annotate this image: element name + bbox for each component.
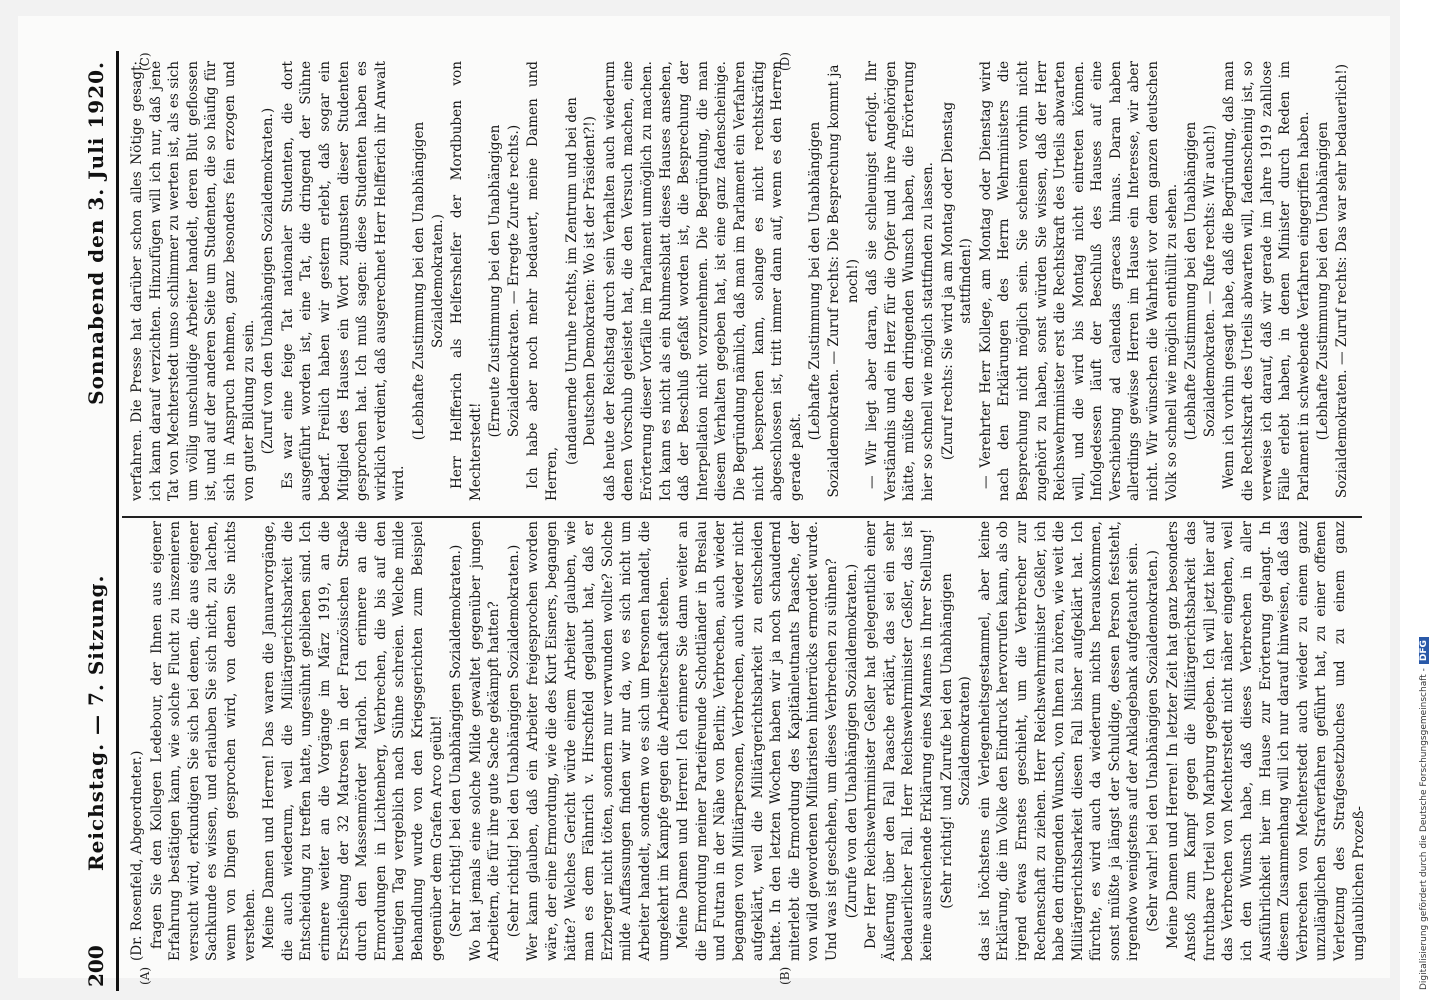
paragraph: Meine Damen und Herren! Das waren die Januarvorgänge, die auch wiederum, weil die Militärgerichtsbarkeit die Entscheidung zu treffen hatte, ungesühnt geblieben sind. Ich erinnere weiter an die Vorgänge im März 1919, an die Erschießung der 32 Matrosen in der Französischen Straße durch den Massenmörder Marloh. Ich erinnere an die Ermordungen in Lichtenberg, Verbrechen, die bis auf den heutigen Tag vergeblich nach Sühne schreien. Welche milde Behandlung wurde von den Kriegsgerichten zum Beispiel gegenüber dem Grafen Arco geübt!	[261, 521, 445, 961]
paragraph: Ich habe aber noch mehr bedauert, meine Damen und Herren,	[525, 61, 561, 501]
interjection: (Lebhafte Zustimmung bei den Unabhängigen Sozialdemokraten. — Rufe rechts: Wir auch!)	[1183, 121, 1218, 441]
paragraph: Herr Helfferich als Helfershelfer der Mordbuben von Mechterstedt!	[449, 61, 484, 501]
paragraph: Wo hat jemals eine solche Milde gewaltet gegenüber jungen Arbeitern, die für ihre gute Sache gekämpft hatten?	[467, 521, 503, 961]
margin-marker-b: (B)	[778, 966, 792, 985]
margin-marker-c: (C)	[138, 52, 152, 71]
text-column-left	[128, 521, 1367, 961]
page-number: 200	[84, 945, 108, 987]
paragraph: daß heute der Reichstag durch sein Verhalten auch wiederum denen Vorschub geleistet hat, die den Versuch machen, eine Erörterung dieser Vorfälle im Parlament unmöglich zu machen. Ich kann es nicht als ein Ruhmesblatt dieses Hauses ansehen, daß der Beschluß gefaßt worden ist, die Besprechung der Interpellation nicht vorzunehmen. Die Begründung, die man diesem Verhalten gegeben hat, ist eine ganz fadenscheinige. Die Begründung nämlich, daß man im Parlament ein Verfahren nicht besprechen kann, solange es nicht rechtskräftig abgeschlossen ist, tritt immer dann auf, wenn es den Herren gerade paßt.	[601, 61, 804, 501]
page-title: Reichstag. — 7. Sitzung.	[84, 574, 108, 871]
paragraph: Es war eine feige Tat nationaler Studenten, die dort ausgeführt worden ist, eine Tat, die dringend der Sühne bedarf. Freilich haben wir gestern erlebt, daß sogar ein Mitglied des Hauses ein Wort zugunsten dieser Studenten gesprochen hat. Ich muß sagen: diese Studenten haben es wirklich verdient, daß ausgerechnet Herr Helfferich ihr Anwalt wird.	[279, 61, 408, 501]
interjection: (Lebhafte Zustimmung bei den Unabhängigen Sozialdemokraten. — Zuruf rechts: Die Besprechung kommt ja noch!)	[807, 64, 861, 498]
interjection: (Zurufe von den Unabhängigen Sozialdemokraten.)	[843, 563, 860, 919]
digitization-credit	[1419, 10, 1429, 990]
interjection: (Lebhafte Zustimmung bei den Unabhängigen Sozialdemokraten.)	[410, 121, 446, 441]
column-divider	[122, 516, 1362, 518]
credit-text: Digitalisierung gefördert durch die Deutsche Forschungsgemeinschaft -	[1419, 668, 1429, 990]
interjection: (Zuruf von den Unabhängigen Sozialdemokraten.)	[260, 107, 277, 455]
page-header	[78, 51, 119, 991]
paragraph: fragen Sie den Kollegen Ledebour, der Ihnen aus eigener Erfahrung bestätigen kann, wie solche Flucht zu inszenieren versucht wird, erkundigen Sie sich bei denen, die aus eigener Sachkunde es wissen, und erlauben Sie sich nicht, zu lachen, wenn von Dingen gesprochen wird, von denen Sie nichts verstehen.	[148, 521, 258, 961]
interjection: (Erneute Zustimmung bei den Unabhängigen Sozialdemokraten. — Erregte Zurufe rechts.)	[487, 124, 522, 438]
interjection: (Sehr wahr! bei den Unabhängigen Sozialdemokraten.)	[1145, 550, 1162, 932]
paragraph: Wenn ich vorhin gesagt habe, daß die Begründung, daß man die Rechtskraft des Urteils abwarten will, fadenscheinig ist, so verweise ich darauf, daß wir gerade im Jahre 1919 zahllose Fälle erlebt haben, in denen Minister durch Reden im Parlament in schwebende Verfahren eingegriffen haben.	[1221, 61, 1312, 501]
interjection: (Sehr richtig! bei den Unabhängigen Sozialdemokraten.)	[448, 544, 465, 938]
interjection: (Sehr richtig! und Zurufe bei den Unabhängigen Sozialdemokraten)	[938, 573, 974, 909]
dfg-logo: DFG	[1419, 637, 1429, 664]
paragraph: — Wir liegt aber daran, daß sie schleunigst erfolgt. Ihr Verständnis und ein Herz für die Opfer und ihre Angehörigen hätte, müßte den dringenden Wunsch haben, die Erörterung hier so schnell wie möglich stattfinden zu lassen.	[864, 61, 936, 501]
rotated-page	[78, 51, 1378, 991]
paragraph: (Dr. Rosenfeld, Abgeordneter.)	[129, 750, 145, 961]
margin-marker-d: (D)	[778, 52, 792, 71]
interjection: (andauernde Unruhe rechts, im Zentrum und bei den Deutschen Demokraten: Wo ist der Präsident?!)	[563, 97, 599, 465]
margin-marker-a: (A)	[138, 966, 152, 985]
interjection: (Sehr richtig! bei den Unabhängigen Sozialdemokraten.)	[505, 544, 522, 938]
paragraph: Wer kann glauben, daß ein Arbeiter freigesprochen worden wäre, der eine Ermordung, wie die des Kurt Eisners, begangen hätte? Welches Gericht würde einem Arbeiter glauben, wie man es dem Fähnrich v. Hirschfeld geglaubt hat, daß er Erzberger nicht töten, sondern nur verwunden wollte? Solche milde Auffassungen finden wir nur da, wo es sich nicht um Arbeiter handelt, sondern wo es sich um Personen handelt, die umgekehrt im Kampfe gegen die Arbeiterschaft stehen.	[525, 521, 672, 961]
paragraph: verfahren. Die Presse hat darüber schon alles Nötige gesagt; ich kann darauf verzichten. Hinzufügen will ich nur, daß jene Tat von Mechterstedt umso schlimmer zu werten ist, als es sich um völlig unschuldige Arbeiter handelt, deren Blut geflossen ist, und auf der anderen Seite um Studenten, die so häufig für sich in Anspruch nehmen, ganz besonders fein erzogen und von guter Bildung zu sein.	[129, 61, 257, 501]
page-scan	[18, 16, 1390, 987]
page-date: Sonnabend den 3. Juli 1920.	[84, 61, 108, 405]
interjection: (Lebhafte Zustimmung bei den Unabhängigen Sozialdemokraten. — Zuruf rechts: Das war sehr bedauerlich!)	[1315, 63, 1350, 499]
paragraph: Der Herr Reichswehrminister Geßler hat gelegentlich einer Äußerung über den Fall Paasche erklärt, das sei ein sehr bedauerlicher Fall. Herr Reichswehrminister Geßler, das ist keine ausreichende Erklärung eines Mannes in Ihrer Stellung!	[863, 521, 935, 961]
paragraph: Meine Damen und Herren! Ich erinnere Sie dann weiter an die Ermordung meiner Parteifreunde Schottländer in Breslau und Futran in der Nähe von Berlin; Verbrechen, auch wieder begangen von Militärpersonen, Verbrechen, auch wieder nicht aufgeklärt, weil die Militärgerichtsbarkeit zu entscheiden hatte. In den letzten Wochen haben wir ja noch schaudernd miterlebt die Ermordung des Kapitänleutnants Paasche, der von wild gewordenen Militaristen hinterrücks ermordet wurde. Und was ist geschehen, um dieses Verbrechen zu sühnen?	[675, 521, 840, 961]
paragraph: das ist höchstens ein Verlegenheitsgestammel, aber keine Erklärung, die im Volke den Eindruck hervorrufen kann, als ob irgend etwas Ernstes geschieht, um die Verbrecher zur Rechenschaft zu ziehen. Herr Reichswehrminister Geßler, ich habe den dringenden Wunsch, von Ihnen zu hören, wie weit die Militärgerichtsbarkeit diesen Fall bisher aufgeklärt hat. Ich fürchte, es wird auch da wiederum nichts herauskommen, sonst müßte ja längst der Schuldige, dessen Person feststeht, irgendwo wenigstens auf der Anklagebank aufgetaucht sein.	[976, 521, 1142, 961]
paragraph: — Verehrter Herr Kollege, am Montag oder Dienstag wird nach den Erklärungen des Herrn Wehrministers die Besprechung nicht möglich sein. Sie scheinen vorhin nicht zugehört zu haben, sonst würden Sie wissen, daß der Herr Reichswehrminister erst die Rechtskraft des Urteils abwarten will, und die wird bis Montag nicht eintreten können. Infolgedessen läuft der Beschluß des Hauses auf eine Verschiebung ad calendas graecas hinaus. Daran haben allerdings gewisse Herren im Hause ein Interesse, wir aber nicht. Wir wünschen die Wahrheit vor dem ganzen deutschen Volk so schnell wie möglich enthüllt zu sehen.	[977, 61, 1180, 501]
paragraph: Meine Damen und Herren! In letzter Zeit hat ganz besonders Anstoß zum Kampf gegen die Militärgerichtsbarkeit das furchtbare Urteil von Marburg gegeben. Ich will jetzt hier auf das Verbrechen von Mechterstedt nicht näher eingehen, weil ich den Wunsch habe, daß dieses Verbrechen in aller Ausführlichkeit hier im Hause zur Erörterung gelangt. In diesem Zusammenhang will ich nur darauf hinweisen, daß das Verbrechen von Mechterstedt auch wieder zu einem ganz unzulänglichen Strafverfahren geführt hat, zu einer offenen Verletzung des Strafgesetzbuches und zu einem ganz unglaublichen Prozeß-	[1164, 521, 1367, 961]
text-column-right	[128, 61, 1358, 501]
interjection: (Zuruf rechts: Sie wird ja am Montag oder Dienstag stattfinden!)	[939, 101, 975, 461]
